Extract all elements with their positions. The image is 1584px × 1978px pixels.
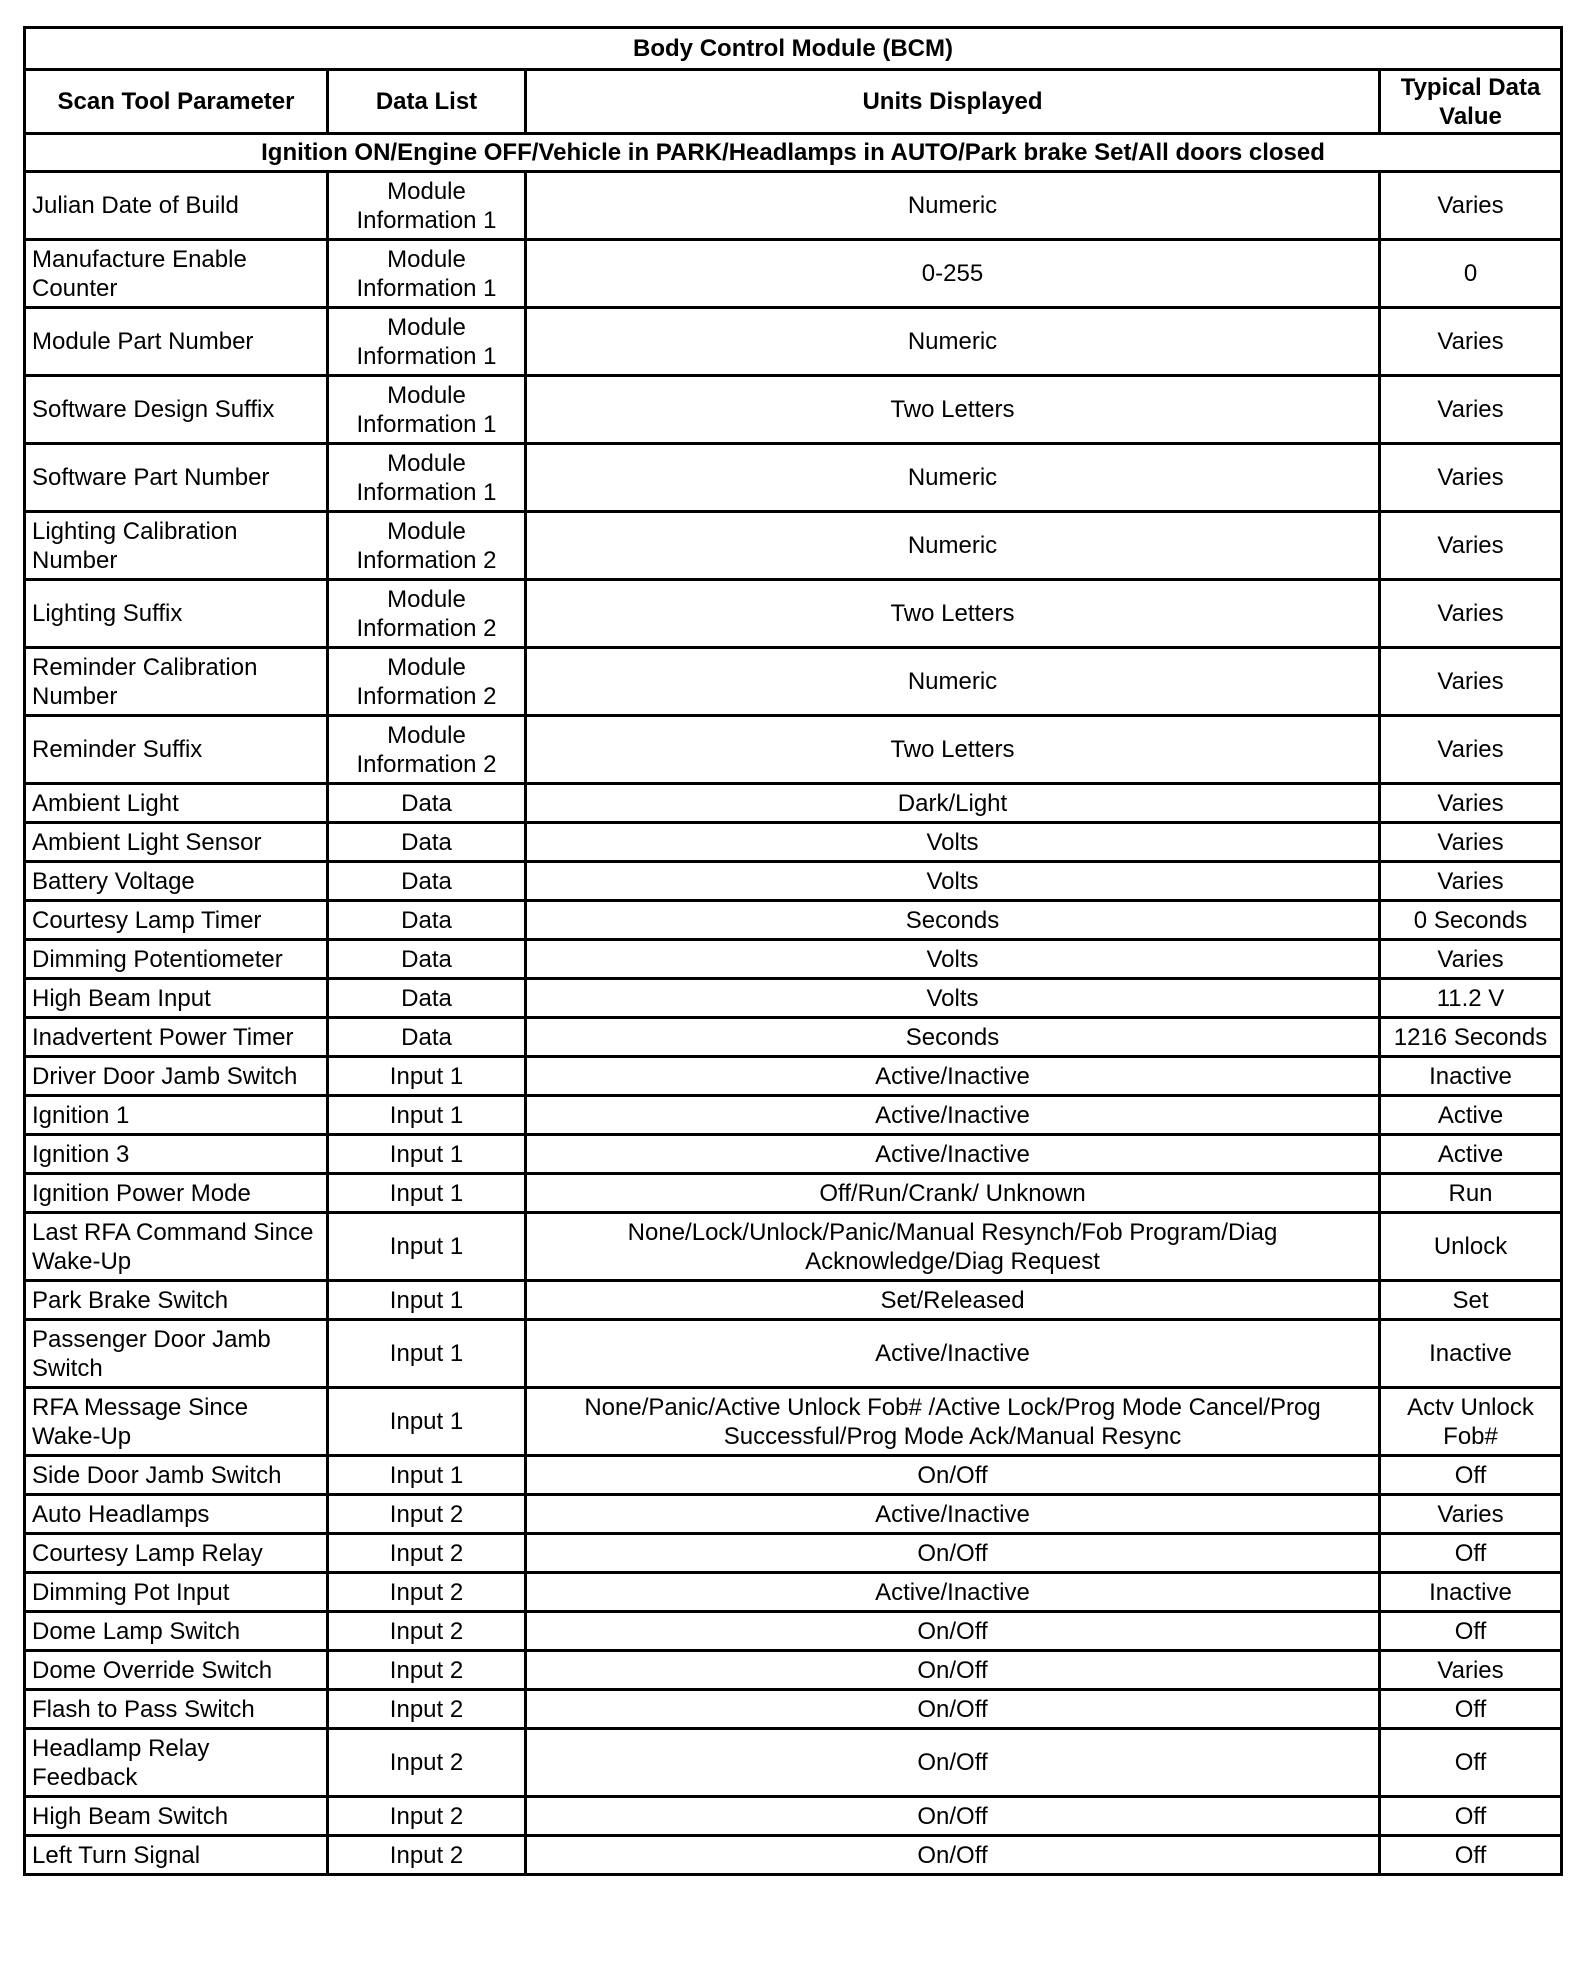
units-cell: Numeric bbox=[526, 172, 1380, 240]
typical-value-cell: Varies bbox=[1380, 823, 1562, 862]
table-row bbox=[25, 308, 1562, 376]
units-cell: On/Off bbox=[526, 1456, 1380, 1495]
units-cell: Two Letters bbox=[526, 580, 1380, 648]
data-list-cell: Input 1 bbox=[328, 1213, 526, 1281]
data-list-cell: Module Information 2 bbox=[328, 716, 526, 784]
typical-value-cell: Inactive bbox=[1380, 1057, 1562, 1096]
test-condition: Ignition ON/Engine OFF/Vehicle in PARK/Headlamps in AUTO/Park brake Set/All doors closed bbox=[25, 134, 1562, 172]
units-cell: Volts bbox=[526, 979, 1380, 1018]
typical-value-cell: Varies bbox=[1380, 376, 1562, 444]
table-row bbox=[25, 1651, 1562, 1690]
table-row bbox=[25, 1057, 1562, 1096]
data-list-cell: Input 1 bbox=[328, 1456, 526, 1495]
typical-value-cell: Off bbox=[1380, 1612, 1562, 1651]
units-cell: On/Off bbox=[526, 1797, 1380, 1836]
table-row bbox=[25, 823, 1562, 862]
param-cell: Dimming Pot Input bbox=[25, 1573, 328, 1612]
typical-value-cell: Inactive bbox=[1380, 1320, 1562, 1388]
param-cell: Ignition Power Mode bbox=[25, 1174, 328, 1213]
param-cell: Reminder Calibration Number bbox=[25, 648, 328, 716]
units-cell: Active/Inactive bbox=[526, 1057, 1380, 1096]
param-cell: Reminder Suffix bbox=[25, 716, 328, 784]
units-cell: Set/Released bbox=[526, 1281, 1380, 1320]
table-row bbox=[25, 784, 1562, 823]
typical-value-cell: Active bbox=[1380, 1096, 1562, 1135]
typical-value-cell: Varies bbox=[1380, 648, 1562, 716]
param-cell: Julian Date of Build bbox=[25, 172, 328, 240]
data-list-cell: Input 2 bbox=[328, 1495, 526, 1534]
param-cell: Courtesy Lamp Timer bbox=[25, 901, 328, 940]
table-row bbox=[25, 1174, 1562, 1213]
data-list-cell: Input 2 bbox=[328, 1797, 526, 1836]
table-row bbox=[25, 444, 1562, 512]
table-row bbox=[25, 1836, 1562, 1875]
units-cell: On/Off bbox=[526, 1836, 1380, 1875]
param-cell: Dimming Potentiometer bbox=[25, 940, 328, 979]
units-cell: Seconds bbox=[526, 901, 1380, 940]
data-list-cell: Input 2 bbox=[328, 1690, 526, 1729]
param-cell: Ambient Light bbox=[25, 784, 328, 823]
typical-value-cell: Off bbox=[1380, 1836, 1562, 1875]
typical-value-cell: Run bbox=[1380, 1174, 1562, 1213]
table-row bbox=[25, 1018, 1562, 1057]
data-list-cell: Module Information 1 bbox=[328, 240, 526, 308]
table-row bbox=[25, 1388, 1562, 1456]
param-cell: Module Part Number bbox=[25, 308, 328, 376]
units-cell: None/Lock/Unlock/Panic/Manual Resynch/Fob Program/Diag Acknowledge/Diag Request bbox=[526, 1213, 1380, 1281]
data-list-cell: Input 1 bbox=[328, 1057, 526, 1096]
param-cell: Auto Headlamps bbox=[25, 1495, 328, 1534]
typical-value-cell: Varies bbox=[1380, 940, 1562, 979]
data-list-cell: Data bbox=[328, 784, 526, 823]
data-list-cell: Input 2 bbox=[328, 1612, 526, 1651]
units-cell: On/Off bbox=[526, 1690, 1380, 1729]
data-list-cell: Input 2 bbox=[328, 1534, 526, 1573]
table-row bbox=[25, 1135, 1562, 1174]
typical-value-cell: Varies bbox=[1380, 512, 1562, 580]
typical-value-cell: Off bbox=[1380, 1797, 1562, 1836]
param-cell: Side Door Jamb Switch bbox=[25, 1456, 328, 1495]
table-row bbox=[25, 172, 1562, 240]
table-row bbox=[25, 1320, 1562, 1388]
units-cell: Two Letters bbox=[526, 376, 1380, 444]
units-cell: Active/Inactive bbox=[526, 1573, 1380, 1612]
data-list-cell: Module Information 1 bbox=[328, 172, 526, 240]
units-cell: None/Panic/Active Unlock Fob# /Active Lock/Prog Mode Cancel/Prog Successful/Prog Mode Ack/Manual Resync bbox=[526, 1388, 1380, 1456]
typical-value-cell: Inactive bbox=[1380, 1573, 1562, 1612]
param-cell: Software Design Suffix bbox=[25, 376, 328, 444]
param-cell: Ignition 1 bbox=[25, 1096, 328, 1135]
param-cell: Courtesy Lamp Relay bbox=[25, 1534, 328, 1573]
typical-value-cell: Varies bbox=[1380, 784, 1562, 823]
param-cell: Lighting Suffix bbox=[25, 580, 328, 648]
data-list-cell: Data bbox=[328, 1018, 526, 1057]
units-cell: Active/Inactive bbox=[526, 1320, 1380, 1388]
typical-value-cell: Set bbox=[1380, 1281, 1562, 1320]
data-list-cell: Input 1 bbox=[328, 1174, 526, 1213]
param-cell: Inadvertent Power Timer bbox=[25, 1018, 328, 1057]
table-row bbox=[25, 901, 1562, 940]
param-cell: Ignition 3 bbox=[25, 1135, 328, 1174]
typical-value-cell: 11.2 V bbox=[1380, 979, 1562, 1018]
data-list-cell: Input 1 bbox=[328, 1096, 526, 1135]
typical-value-cell: Active bbox=[1380, 1135, 1562, 1174]
units-cell: Numeric bbox=[526, 444, 1380, 512]
param-cell: Headlamp Relay Feedback bbox=[25, 1729, 328, 1797]
table-row bbox=[25, 240, 1562, 308]
units-cell: Numeric bbox=[526, 648, 1380, 716]
param-cell: High Beam Input bbox=[25, 979, 328, 1018]
table-row bbox=[25, 1495, 1562, 1534]
param-cell: Ambient Light Sensor bbox=[25, 823, 328, 862]
units-cell: Two Letters bbox=[526, 716, 1380, 784]
data-list-cell: Module Information 2 bbox=[328, 648, 526, 716]
table-row bbox=[25, 979, 1562, 1018]
units-cell: Seconds bbox=[526, 1018, 1380, 1057]
typical-value-cell: Varies bbox=[1380, 1651, 1562, 1690]
typical-value-cell: Off bbox=[1380, 1690, 1562, 1729]
units-cell: Dark/Light bbox=[526, 784, 1380, 823]
param-cell: High Beam Switch bbox=[25, 1797, 328, 1836]
typical-value-cell: 0 Seconds bbox=[1380, 901, 1562, 940]
param-cell: Park Brake Switch bbox=[25, 1281, 328, 1320]
units-cell: On/Off bbox=[526, 1651, 1380, 1690]
data-list-cell: Module Information 1 bbox=[328, 308, 526, 376]
table-row bbox=[25, 512, 1562, 580]
units-cell: Active/Inactive bbox=[526, 1135, 1380, 1174]
data-list-cell: Data bbox=[328, 940, 526, 979]
units-cell: Active/Inactive bbox=[526, 1096, 1380, 1135]
param-cell: RFA Message Since Wake-Up bbox=[25, 1388, 328, 1456]
param-cell: Last RFA Command Since Wake-Up bbox=[25, 1213, 328, 1281]
param-cell: Software Part Number bbox=[25, 444, 328, 512]
typical-value-cell: Varies bbox=[1380, 580, 1562, 648]
table-body bbox=[25, 172, 1562, 1875]
typical-value-cell: 0 bbox=[1380, 240, 1562, 308]
data-list-cell: Input 2 bbox=[328, 1651, 526, 1690]
table-row bbox=[25, 1573, 1562, 1612]
table-row bbox=[25, 1281, 1562, 1320]
table-row bbox=[25, 1797, 1562, 1836]
param-cell: Dome Lamp Switch bbox=[25, 1612, 328, 1651]
units-cell: On/Off bbox=[526, 1729, 1380, 1797]
units-cell: Volts bbox=[526, 940, 1380, 979]
table-row bbox=[25, 716, 1562, 784]
units-cell: Active/Inactive bbox=[526, 1495, 1380, 1534]
data-list-cell: Input 2 bbox=[328, 1729, 526, 1797]
typical-value-cell: Varies bbox=[1380, 444, 1562, 512]
units-cell: Numeric bbox=[526, 512, 1380, 580]
data-list-cell: Input 1 bbox=[328, 1135, 526, 1174]
typical-value-cell: Off bbox=[1380, 1534, 1562, 1573]
param-cell: Passenger Door Jamb Switch bbox=[25, 1320, 328, 1388]
typical-value-cell: Varies bbox=[1380, 716, 1562, 784]
data-list-cell: Module Information 1 bbox=[328, 444, 526, 512]
data-list-cell: Input 1 bbox=[328, 1388, 526, 1456]
table-row bbox=[25, 1096, 1562, 1135]
typical-value-cell: Off bbox=[1380, 1456, 1562, 1495]
table-row bbox=[25, 940, 1562, 979]
data-list-cell: Module Information 1 bbox=[328, 376, 526, 444]
table-title: Body Control Module (BCM) bbox=[25, 28, 1562, 70]
table-row bbox=[25, 1456, 1562, 1495]
table-row bbox=[25, 648, 1562, 716]
header-typical-data-value: Typical Data Value bbox=[1380, 70, 1562, 134]
data-list-cell: Module Information 2 bbox=[328, 512, 526, 580]
typical-value-cell: Varies bbox=[1380, 1495, 1562, 1534]
units-cell: 0-255 bbox=[526, 240, 1380, 308]
typical-value-cell: Off bbox=[1380, 1729, 1562, 1797]
typical-value-cell: Varies bbox=[1380, 308, 1562, 376]
header-scan-tool-parameter: Scan Tool Parameter bbox=[25, 70, 328, 134]
data-list-cell: Data bbox=[328, 901, 526, 940]
units-cell: Volts bbox=[526, 862, 1380, 901]
typical-value-cell: Varies bbox=[1380, 862, 1562, 901]
param-cell: Battery Voltage bbox=[25, 862, 328, 901]
header-data-list: Data List bbox=[328, 70, 526, 134]
table-row bbox=[25, 376, 1562, 444]
units-cell: On/Off bbox=[526, 1612, 1380, 1651]
data-list-cell: Data bbox=[328, 823, 526, 862]
table-row bbox=[25, 1690, 1562, 1729]
param-cell: Flash to Pass Switch bbox=[25, 1690, 328, 1729]
data-list-cell: Input 1 bbox=[328, 1320, 526, 1388]
typical-value-cell: 1216 Seconds bbox=[1380, 1018, 1562, 1057]
table-row bbox=[25, 862, 1562, 901]
units-cell: Volts bbox=[526, 823, 1380, 862]
typical-value-cell: Varies bbox=[1380, 172, 1562, 240]
typical-value-cell: Actv Unlock Fob# bbox=[1380, 1388, 1562, 1456]
table-row bbox=[25, 1534, 1562, 1573]
typical-value-cell: Unlock bbox=[1380, 1213, 1562, 1281]
units-cell: Off/Run/Crank/ Unknown bbox=[526, 1174, 1380, 1213]
param-cell: Lighting Calibration Number bbox=[25, 512, 328, 580]
param-cell: Manufacture Enable Counter bbox=[25, 240, 328, 308]
data-list-cell: Data bbox=[328, 862, 526, 901]
data-list-cell: Input 2 bbox=[328, 1573, 526, 1612]
data-list-cell: Module Information 2 bbox=[328, 580, 526, 648]
table-row bbox=[25, 1729, 1562, 1797]
data-list-cell: Data bbox=[328, 979, 526, 1018]
table-row bbox=[25, 1213, 1562, 1281]
data-list-cell: Input 1 bbox=[328, 1281, 526, 1320]
param-cell: Driver Door Jamb Switch bbox=[25, 1057, 328, 1096]
header-units-displayed: Units Displayed bbox=[526, 70, 1380, 134]
table-row bbox=[25, 580, 1562, 648]
param-cell: Dome Override Switch bbox=[25, 1651, 328, 1690]
bcm-data-table bbox=[23, 26, 1563, 1876]
units-cell: Numeric bbox=[526, 308, 1380, 376]
param-cell: Left Turn Signal bbox=[25, 1836, 328, 1875]
table-row bbox=[25, 1612, 1562, 1651]
units-cell: On/Off bbox=[526, 1534, 1380, 1573]
data-list-cell: Input 2 bbox=[328, 1836, 526, 1875]
bcm-data-table-sheet bbox=[23, 26, 1560, 1876]
